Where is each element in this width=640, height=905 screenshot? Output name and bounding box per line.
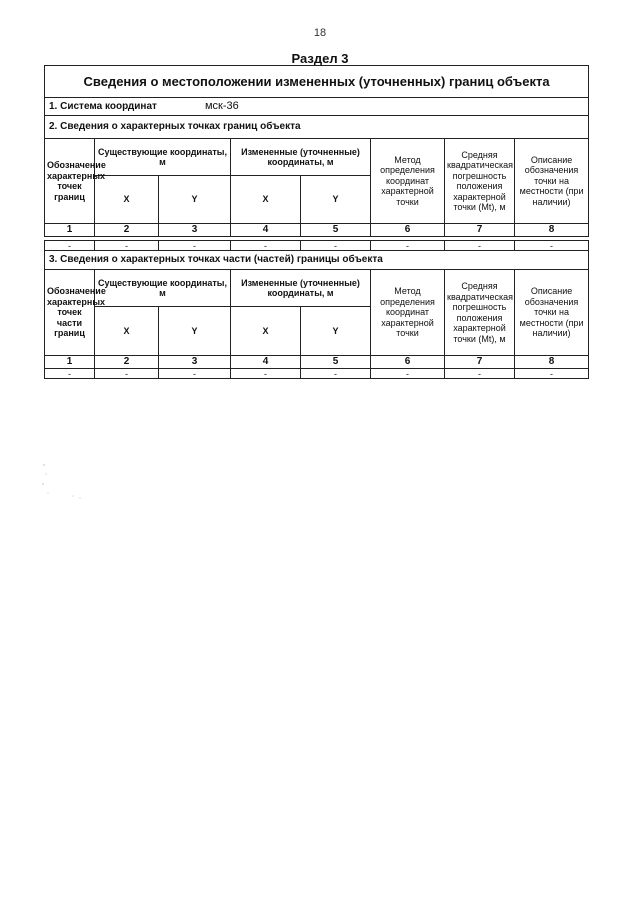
- column-number: 7: [445, 224, 515, 237]
- column-number: 1: [45, 356, 95, 369]
- description-header: Описание обозначения точки на местности (при наличии): [515, 139, 589, 224]
- column-number: 7: [445, 356, 515, 369]
- column-number: 4: [231, 356, 301, 369]
- part-changed-y-header: Y: [301, 307, 371, 356]
- table-cell: -: [445, 241, 515, 251]
- column-number: 6: [371, 356, 445, 369]
- part-changed-coords-header: Измененные (уточненные) координаты, м: [231, 270, 371, 307]
- table-row: [45, 241, 589, 251]
- column-number: 6: [371, 224, 445, 237]
- part-method-header: Метод определения координат характерной точки: [371, 270, 445, 356]
- coordinate-system-label: 1. Система координат: [49, 100, 157, 112]
- table-cell: -: [95, 241, 159, 251]
- scan-specks: [40, 462, 100, 502]
- column-number: 2: [95, 356, 159, 369]
- page-number: 18: [313, 27, 327, 39]
- table-cell: -: [445, 369, 515, 379]
- part-description-header: Описание обозначения точки на местности (при наличии): [515, 270, 589, 356]
- location-table: [44, 65, 589, 379]
- table-cell: -: [371, 369, 445, 379]
- part-points-label: 3. Сведения о характерных точках части (частей) границы объекта: [45, 251, 589, 270]
- table-cell: -: [371, 241, 445, 251]
- table-cell: -: [231, 369, 301, 379]
- column-number: 5: [301, 224, 371, 237]
- existing-x-header: X: [95, 176, 159, 224]
- table-cell: -: [95, 369, 159, 379]
- changed-x-header: X: [231, 176, 301, 224]
- table-cell: -: [515, 241, 589, 251]
- part-point-designation-header: Обозначение характерных точек части границ: [45, 270, 95, 356]
- coordinate-system-row: [45, 98, 589, 116]
- part-changed-x-header: X: [231, 307, 301, 356]
- part-mse-header: Средняя квадратическая погрешность положения характерной точки (Mt), м: [445, 270, 515, 356]
- table-cell: -: [45, 241, 95, 251]
- changed-y-header: Y: [301, 176, 371, 224]
- existing-y-header: Y: [159, 176, 231, 224]
- table-row: [45, 369, 589, 379]
- table-cell: -: [159, 241, 231, 251]
- table-cell: -: [301, 369, 371, 379]
- part-column-numbers-row: [45, 356, 589, 369]
- table-title: Сведения о местоположении измененных (уточненных) границ объекта: [45, 66, 589, 98]
- mse-header: Средняя квадратическая погрешность положения характерной точки (Mt), м: [445, 139, 515, 224]
- column-number: 1: [45, 224, 95, 237]
- table-cell: -: [159, 369, 231, 379]
- section-title: Раздел 3: [291, 51, 349, 66]
- part-existing-coords-header: Существующие координаты, м: [95, 270, 231, 307]
- column-number: 8: [515, 356, 589, 369]
- column-numbers-row: [45, 224, 589, 237]
- part-existing-y-header: Y: [159, 307, 231, 356]
- existing-coords-header: Существующие координаты, м: [95, 139, 231, 176]
- method-header: Метод определения координат характерной точки: [371, 139, 445, 224]
- table-cell: -: [45, 369, 95, 379]
- table-cell: -: [231, 241, 301, 251]
- column-number: 4: [231, 224, 301, 237]
- table-cell: -: [301, 241, 371, 251]
- column-number: 2: [95, 224, 159, 237]
- changed-coords-header: Измененные (уточненные) координаты, м: [231, 139, 371, 176]
- coordinate-system-value: мск-36: [204, 99, 239, 112]
- boundary-points-label: 2. Сведения о характерных точках границ объекта: [45, 116, 589, 139]
- column-number: 3: [159, 356, 231, 369]
- column-number: 8: [515, 224, 589, 237]
- point-designation-header: Обозначение характерных точек границ: [45, 139, 95, 224]
- table-cell: -: [515, 369, 589, 379]
- part-existing-x-header: X: [95, 307, 159, 356]
- column-number: 3: [159, 224, 231, 237]
- column-number: 5: [301, 356, 371, 369]
